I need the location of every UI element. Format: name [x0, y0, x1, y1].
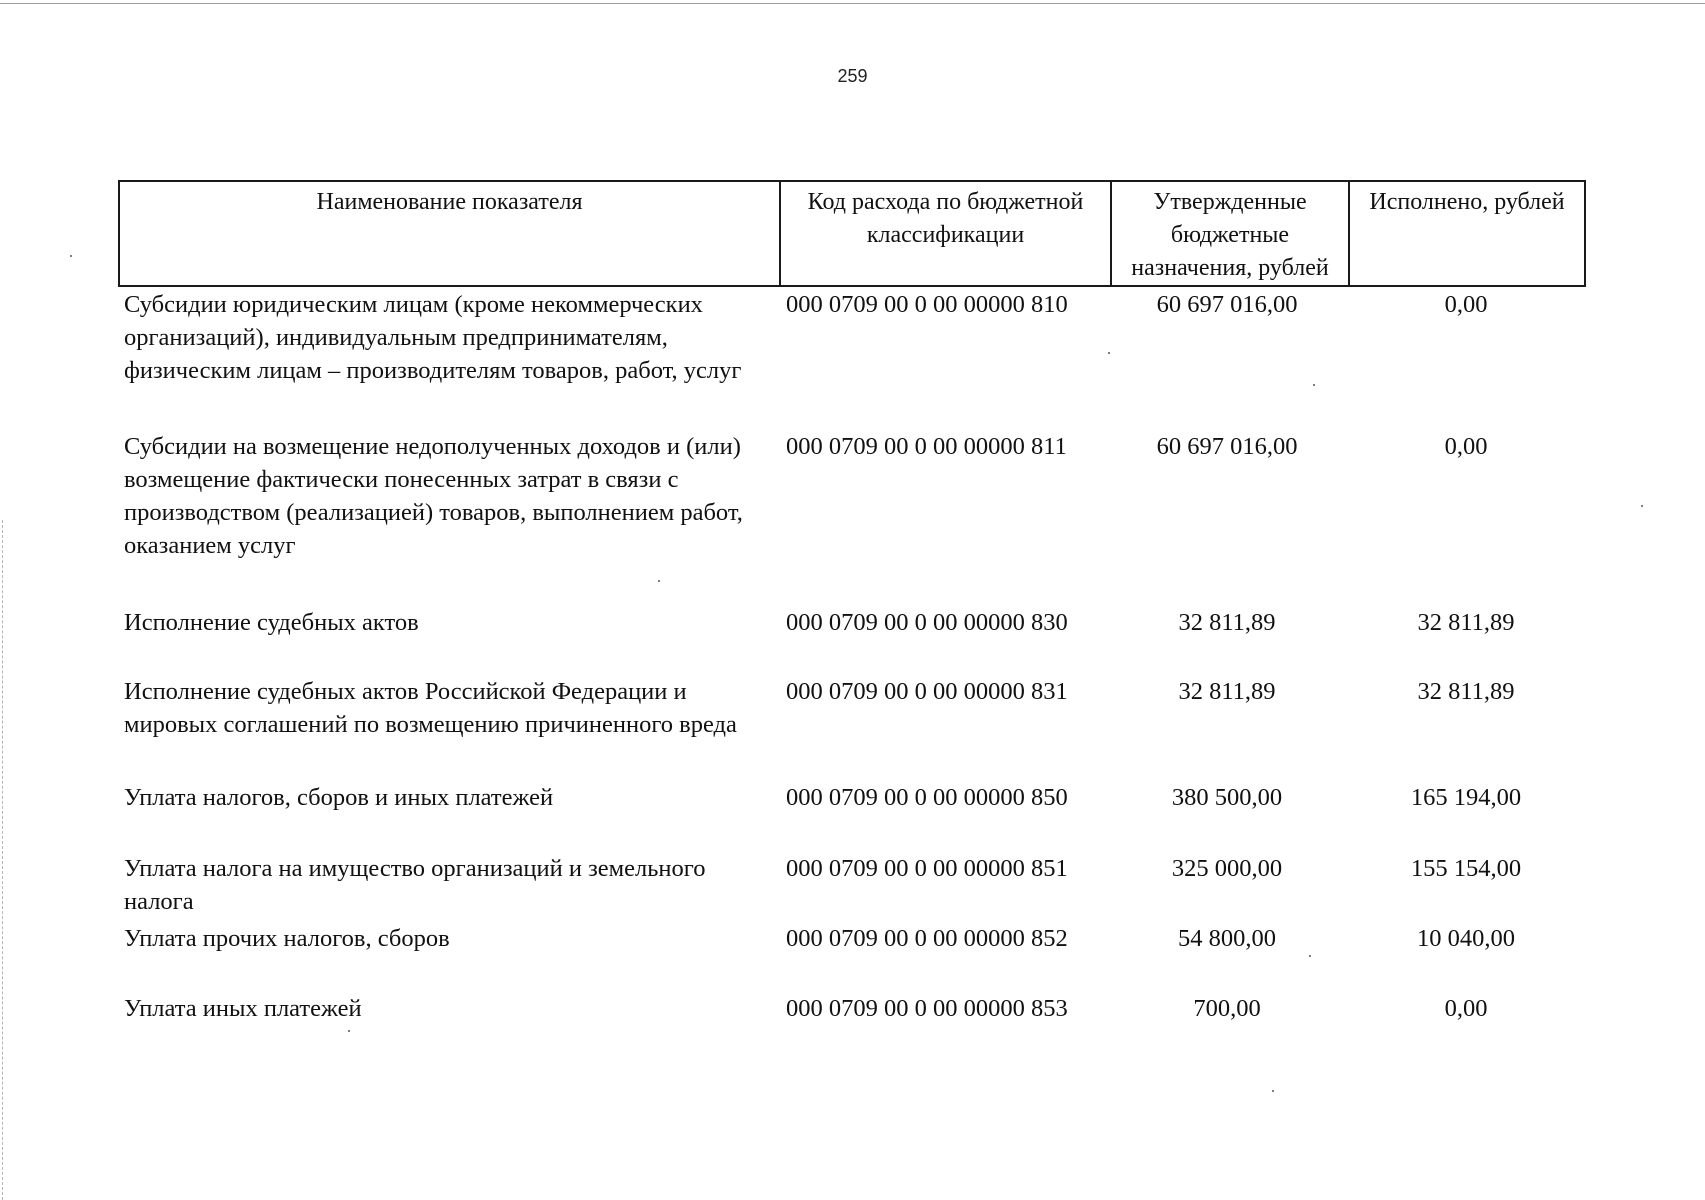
table-header — [118, 180, 1586, 287]
row-name: Уплата налогов, сборов и иных платежей — [124, 784, 554, 811]
row-approved: 700,00 — [1193, 995, 1261, 1022]
scan-speck — [658, 580, 660, 582]
row-executed: 0,00 — [1444, 995, 1488, 1022]
row-approved: 325 000,00 — [1171, 855, 1283, 882]
scan-speck — [1272, 1090, 1274, 1092]
row-code: 000 0709 00 0 00 00000 853 — [786, 995, 1068, 1022]
row-approved: 32 811,89 — [1178, 678, 1276, 705]
row-approved: 380 500,00 — [1171, 784, 1283, 811]
row-executed: 155 154,00 — [1410, 855, 1522, 882]
row-name: Субсидии юридическим лицам (кроме некоммерческих организаций), индивидуальным предпринимателям, физическим лицам – производителям товаров, работ, услуг — [124, 291, 742, 384]
page-number: 259 — [837, 66, 868, 86]
row-name: Исполнение судебных актов — [124, 609, 419, 636]
row-approved: 60 697 016,00 — [1156, 433, 1298, 460]
header-approved: Утвержденные бюджетные назначения, рублей — [1110, 182, 1348, 285]
scan-speck — [1108, 352, 1110, 354]
row-executed: 10 040,00 — [1417, 925, 1515, 952]
row-executed: 165 194,00 — [1410, 784, 1522, 811]
header-name: Наименование показателя — [316, 189, 583, 215]
row-executed: 32 811,89 — [1417, 609, 1515, 636]
row-code: 000 0709 00 0 00 00000 850 — [786, 784, 1068, 811]
row-approved: 54 800,00 — [1178, 925, 1276, 952]
row-code: 000 0709 00 0 00 00000 852 — [786, 925, 1068, 952]
scan-edge-left — [2, 520, 3, 1200]
row-code: 000 0709 00 0 00 00000 810 — [786, 291, 1068, 318]
row-code: 000 0709 00 0 00 00000 830 — [786, 609, 1068, 636]
row-approved: 60 697 016,00 — [1156, 291, 1298, 318]
row-code: 000 0709 00 0 00 00000 851 — [786, 855, 1068, 882]
row-name: Уплата налога на имущество организаций и земельного налога — [124, 855, 706, 915]
scan-speck — [348, 1030, 350, 1032]
row-executed: 32 811,89 — [1417, 678, 1515, 705]
row-name: Уплата иных платежей — [124, 995, 362, 1022]
row-executed: 0,00 — [1444, 433, 1488, 460]
header-executed: Исполнено, рублей — [1348, 182, 1584, 285]
header-code: Код расхода по бюджетной классификации — [779, 182, 1110, 285]
scan-speck — [1641, 505, 1643, 507]
row-executed: 0,00 — [1444, 291, 1488, 318]
row-code: 000 0709 00 0 00 00000 811 — [786, 433, 1067, 460]
scan-speck — [1309, 955, 1311, 957]
row-name: Уплата прочих налогов, сборов — [124, 925, 450, 952]
row-name: Субсидии на возмещение недополученных доходов и (или) возмещение фактически понесенных затрат в связи с производством (реализацией) товаров, выполнением работ, оказанием услуг — [124, 433, 743, 559]
scan-edge-top — [0, 3, 1705, 4]
row-code: 000 0709 00 0 00 00000 831 — [786, 678, 1068, 705]
scan-speck — [1313, 384, 1315, 386]
scan-speck — [70, 255, 72, 257]
row-name: Исполнение судебных актов Российской Федерации и мировых соглашений по возмещению причиненного вреда — [124, 678, 737, 738]
row-approved: 32 811,89 — [1178, 609, 1276, 636]
